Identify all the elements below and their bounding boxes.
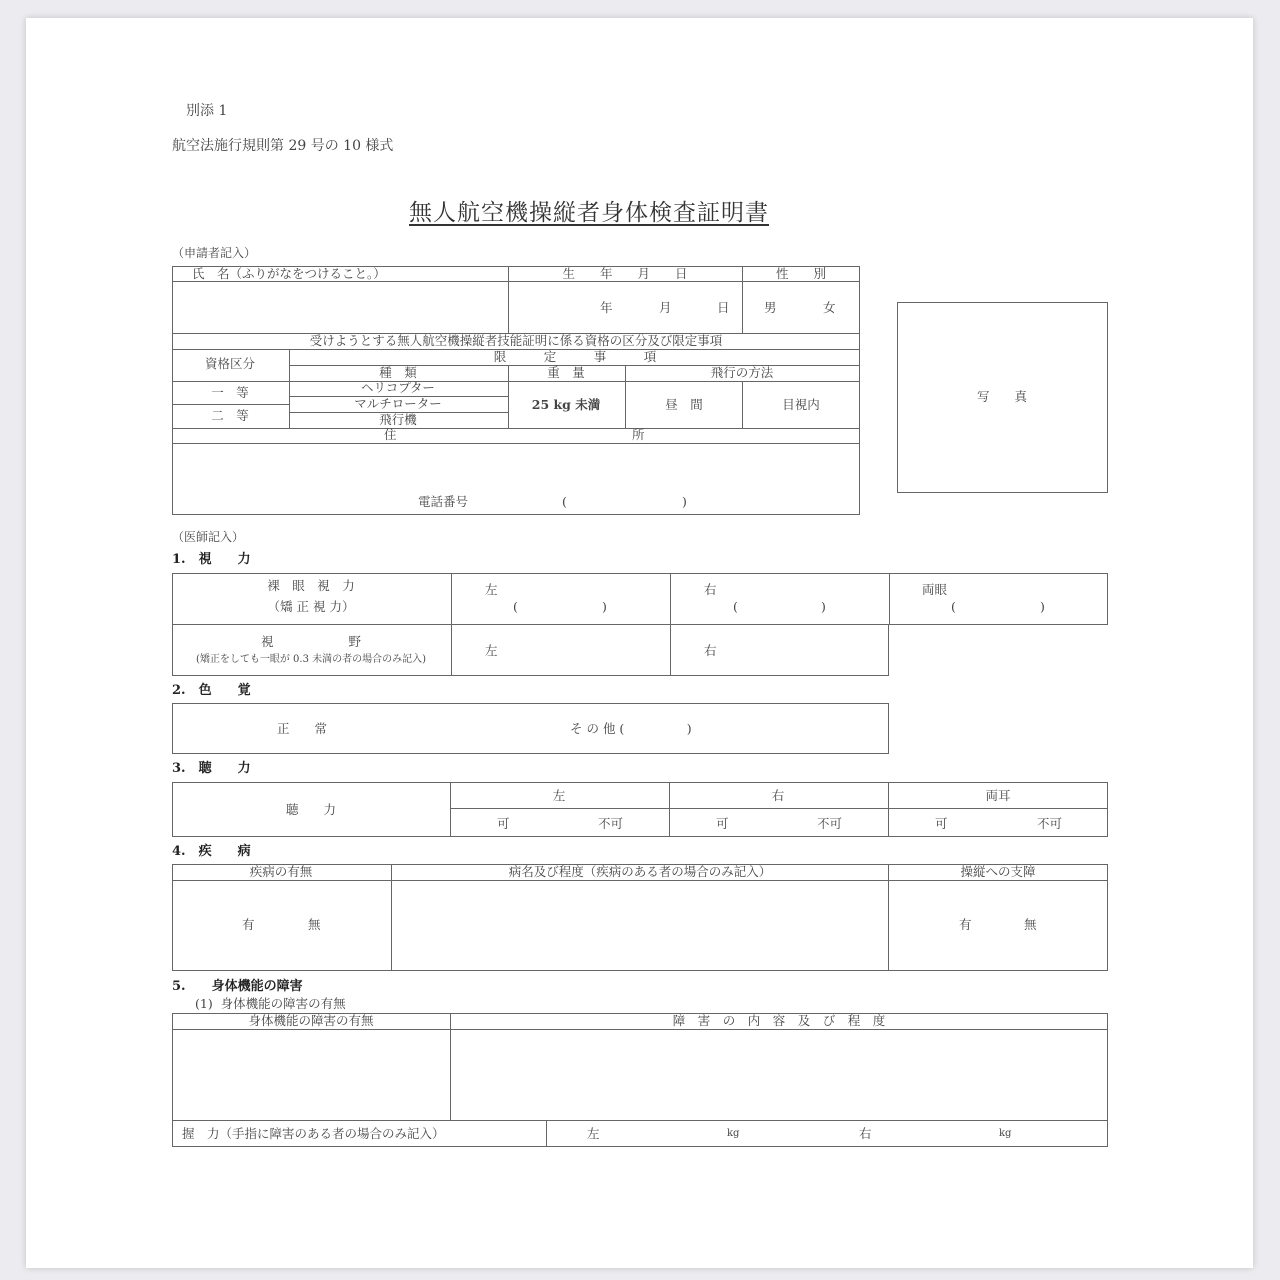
phone-paren-close: )	[682, 494, 687, 509]
doctor-section-label: （医師記入）	[172, 530, 245, 544]
color-normal-option[interactable]: 正 常	[277, 721, 328, 736]
name-header: 氏 名（ふりがなをつけること。）	[192, 266, 386, 281]
weight-header: 重 量	[547, 365, 585, 380]
hearing-heading: 3. 聴 力	[172, 761, 251, 776]
disease-detail-header: 病名及び程度（疾病のある者の場合のみ記入）	[508, 864, 772, 879]
vision-right-label: 右	[704, 582, 717, 597]
physical-heading: 5. 身体機能の障害	[172, 979, 303, 994]
phone-paren-open: (	[562, 494, 567, 509]
type-multirotor[interactable]: マルチローター	[354, 396, 442, 411]
address-header-2: 所	[632, 427, 645, 442]
hearing-left-ng[interactable]: 不可	[598, 816, 624, 831]
sex-header: 性 別	[775, 266, 827, 281]
disease-presence-header: 疾病の有無	[249, 864, 313, 879]
hearing-left-header: 左	[552, 788, 566, 803]
grip-right-unit: kg	[999, 1128, 1012, 1139]
paren-close: )	[602, 599, 607, 614]
grip-right-input[interactable]	[878, 1123, 996, 1143]
dob-year: 年	[600, 300, 613, 315]
method-visual: 目視内	[782, 397, 820, 412]
disease-impact-header: 操縦への支障	[960, 864, 1036, 879]
paren-close: )	[1040, 599, 1045, 614]
vision-left-label: 左	[485, 582, 498, 597]
hearing-both-ng[interactable]: 不可	[1037, 816, 1063, 831]
hearing-both-header: 両耳	[985, 788, 1011, 803]
paren-open: (	[733, 599, 738, 614]
grip-left-label: 左	[587, 1126, 600, 1141]
corrected-vision-label: （矯 正 視 力）	[267, 599, 355, 614]
paren-open: (	[513, 599, 518, 614]
photo-label: 写 真	[976, 389, 1028, 404]
qualification-header: 受けようとする無人航空機操縦者技能証明に係る資格の区分及び限定事項	[309, 333, 723, 348]
hearing-left-ok[interactable]: 可	[497, 816, 510, 831]
vision-both-input[interactable]	[958, 598, 1038, 616]
type-helicopter[interactable]: ヘリコプター	[361, 380, 435, 395]
visual-field-left-input[interactable]	[500, 630, 660, 670]
class-header: 資格区分	[204, 356, 256, 371]
disease-detail-input[interactable]	[393, 882, 887, 970]
dob-month: 月	[659, 300, 672, 315]
weight-value: 25 kg 未満	[531, 397, 601, 412]
visual-field-label: 視 野	[260, 634, 362, 649]
disease-yes-option[interactable]: 有	[242, 917, 255, 932]
limit-header: 限 定 事 項	[493, 349, 657, 364]
vision-both-label: 両眼	[922, 582, 948, 597]
class-1-option[interactable]: 一 等	[211, 385, 249, 400]
name-input[interactable]	[174, 283, 507, 332]
color-vision-heading: 2. 色 覚	[172, 683, 251, 698]
naked-vision-label: 裸 眼 視 力	[267, 578, 355, 593]
type-airplane[interactable]: 飛行機	[379, 412, 417, 427]
address-input[interactable]	[174, 445, 858, 491]
hearing-both-ok[interactable]: 可	[935, 816, 948, 831]
page-title: 無人航空機操縦者身体検査証明書	[409, 200, 769, 226]
type-header: 種 類	[379, 365, 417, 380]
hearing-label: 聴 力	[285, 802, 337, 817]
vision-heading: 1. 視 力	[172, 552, 251, 567]
method-daytime: 昼 間	[665, 397, 703, 412]
grip-left-unit: kg	[727, 1128, 740, 1139]
physical-detail-input[interactable]	[452, 1031, 1106, 1119]
dob-day: 日	[717, 300, 730, 315]
disease-heading: 4. 疾 病	[172, 844, 251, 859]
paren-open: (	[951, 599, 956, 614]
disease-no-option[interactable]: 無	[308, 917, 321, 932]
hearing-right-header: 右	[771, 788, 785, 803]
impact-yes-option[interactable]: 有	[959, 917, 972, 932]
phone-label: 電話番号	[418, 494, 469, 509]
physical-presence-header: 身体機能の障害の有無	[248, 1013, 374, 1028]
impact-no-option[interactable]: 無	[1024, 917, 1037, 932]
address-header-1: 住	[384, 427, 397, 442]
color-other-option[interactable]: そ の 他 ( )	[570, 721, 692, 736]
grip-left-input[interactable]	[605, 1123, 723, 1143]
visual-field-right-input[interactable]	[720, 630, 880, 670]
vision-right-input[interactable]	[740, 598, 820, 616]
visual-field-right-label: 右	[704, 643, 717, 658]
vision-left-input[interactable]	[520, 598, 600, 616]
hearing-right-ok[interactable]: 可	[716, 816, 729, 831]
grip-right-label: 右	[859, 1126, 872, 1141]
grip-label: 握 力（手指に障害のある者の場合のみ記入）	[182, 1126, 445, 1141]
phone-input[interactable]	[572, 493, 680, 511]
method-header: 飛行の方法	[710, 365, 774, 380]
sex-male-option[interactable]: 男	[764, 300, 777, 315]
visual-field-left-label: 左	[485, 643, 498, 658]
attachment-label: 別添 1	[186, 103, 228, 119]
dob-header: 生 年 月 日	[562, 266, 688, 281]
hearing-right-ng[interactable]: 不可	[817, 816, 843, 831]
form-reference: 航空法施行規則第 29 号の 10 様式	[172, 138, 394, 154]
physical-presence-input[interactable]	[174, 1031, 449, 1119]
physical-subheading: (1) 身体機能の障害の有無	[195, 996, 346, 1011]
paren-close: )	[821, 599, 826, 614]
class-2-option[interactable]: 二 等	[211, 408, 249, 423]
applicant-section-label: （申請者記入）	[172, 246, 257, 260]
sex-female-option[interactable]: 女	[823, 300, 836, 315]
physical-detail-header: 障 害 の 内 容 及 び 程 度	[672, 1013, 886, 1028]
visual-field-note: (矯正をしても一眼が 0.3 未満の者の場合のみ記入)	[195, 654, 427, 665]
